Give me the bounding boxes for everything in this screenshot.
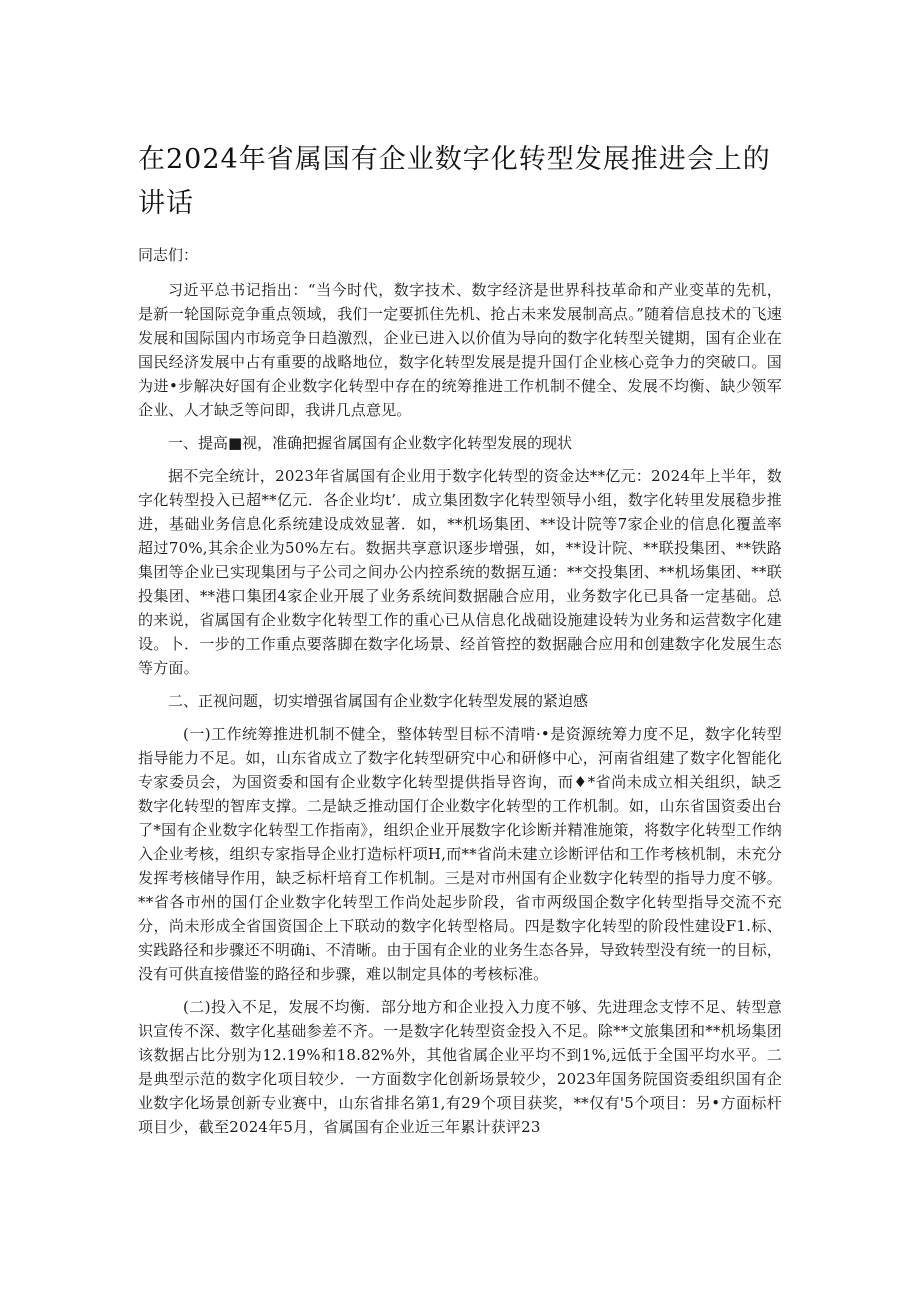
- section-heading-1: 一、提高■视，准确把握省属国有企业数字化转型发展的现状: [168, 434, 573, 452]
- salutation: 同志们：: [138, 246, 199, 264]
- paragraph-investment: (二)投入不足，发展不均衡．部分地方和企业投入力度不够、先进理念支悖不足、转型意识宣传不深、数字化基础参差不齐。一是数字化转型资金投入不足。除**文旅集团和**机场集团该数据占比分别为12.19%和18.82%外，其他省属企业平均不到1%,远低于全国平均水平。二是典型示范的数字化项目较少．一方面数字化创新场景较少，2023年国务院国资委组织国有企业数字化场景创新专业赛中，山东省排名第1,有29个项目获奖，**仅有'5个项目：另•方面标杆项目少，截至2024年5月，省属国有企业近三年累计获评23: [138, 998, 782, 1136]
- paragraph-status: 据不完全统计，2023年省属国有企业用于数字化转型的资金达**亿元：2024年上半年，数字化转型投入已超**亿元．各企业均t’．成立集团数字化转型领导小组，数字化转里发展稳步推进，基础业务信息化系统建设成效显著．如，**机场集团、**设计院等7家企业的信息化覆盖率超过70%,其余企业为50%左右。数据共享意识逐步增强，如，**设计院、**联投集团、**铁路集团等企业已实现集团与子公司之间办公内控系统的数据互通：**交投集团、**机场集团、**联投集团、**港口集团4家企业开展了业务系统间数据融合应用，业务数字化已具备一定基础。总的来说，省属国有企业数字化转型工作的重心已从信息化战础设施建设转为业务和运营数字化建设。卜．一步的工作重点要落脚在数字化场景、经首管控的数据融合应用和创建数字化发展生态等方面。: [138, 467, 782, 677]
- document-title: 在2024年省属国有企业数字化转型发展推进会上的讲话: [138, 144, 771, 219]
- paragraph-intro: 习近平总书记指出：“当今时代，数字技术、数字经济是世界科技革命和产业变革的先机，是新一轮国际竞争重点领域，我们一定要抓住先机、抢占未来发展制高点。”随着信息技术的飞速发展和国际国内市场竞争日趋激烈，企业已进入以价值为导向的数字化转型关键期，国有企业在国民经济发展中占有重要的战略地位，数字化转型发展是提升国仃企业核心竞争力的突破口。国为进•步解决好国有企业数字化转型中存在的统筹推进工作机制不健全、发展不均衡、缺少领军企业、人才缺乏等问即，我讲几点意见。: [138, 281, 782, 419]
- section-heading-2: 二、正视问题，切实增强省属国有企业数字化转型发展的紧迫感: [168, 692, 589, 710]
- document-body: [138, 244, 782, 1148]
- paragraph-mechanism: (一)工作统筹推进机制不健全，整体转型目标不清啃·•是资源统筹力度不足，数字化转型指导能力不足。如，山东省成立了数字化转型研究中心和研修中心，河南省组建了数字化智能化专家委员会，为国资委和国有企业数字化转型提供指导咨询，而♦*省尚未成立相关组织，缺乏数字化转型的智库支撑。二是缺乏推动国仃企业数字化转型的工作机制。如，山东省国资委出台了*国有企业数字化转型工作指南》，组织企业开展数字化诊断并精准施策，将数字化转型工作纳入企业考核，组织专家指导企业打造标杆项H,而**省尚未建立诊断评估和工作考核机制，未充分发挥考核储导作用，缺乏标杆培育工作机制。三是对市州国有企业数字化转型的指导力度不够。**省各市州的国仃企业数字化转型工作尚处起步阶段，省市两级国企数字化转型指导交流不充分，尚未形成全省国资国企上下联动的数字化转型格局。四是数字化转型的阶段性建设F1.标、实践路径和步骤还不明确i、不清晰。由于国有企业的业务生态各异，导致转型没有统一的目标，没有可供直接借鉴的路径和步骤，难以制定具体的考核标准。: [138, 725, 782, 983]
